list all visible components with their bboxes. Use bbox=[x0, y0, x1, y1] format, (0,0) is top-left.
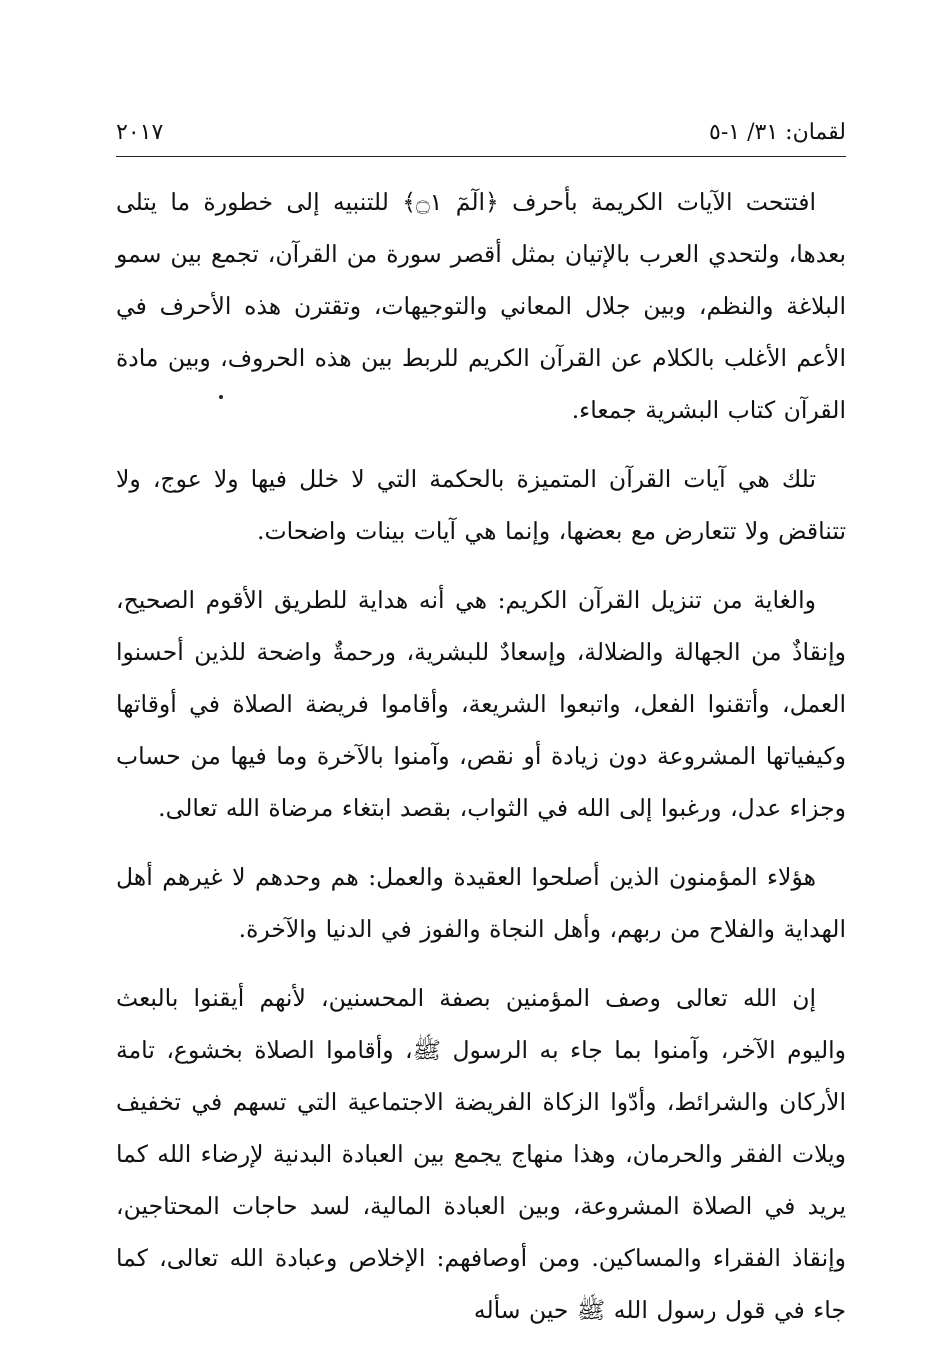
paragraph-2: تلك هي آيات القرآن المتميزة بالحكمة التي لا خلل فيها ولا عوج، ولا تتناقض ولا تتعارض مع بعضها، وإنما هي آيات بينات واضحات. bbox=[116, 465, 846, 545]
paragraph-3: والغاية من تنزيل القرآن الكريم: هي أنه هداية للطريق الأقوم الصحيح، وإنقاذٌ من الجهالة والضلالة، وإسعادٌ للبشرية، ورحمةٌ واضحة للذين أحسنوا العمل، وأتقنوا الفعل، واتبعوا الشريعة، وأقاموا فريضة الصلاة في أوقاتها وكيفياتها المشروعة دون زيادة أو نقص، وآمنوا بالآخرة وما فيها من حساب وجزاء عدل، ورغبوا إلى الله في الثواب، بقصد ابتغاء مرضاة الله تعالى. bbox=[116, 586, 846, 822]
paragraph-4: هؤلاء المؤمنون الذين أصلحوا العقيدة والعمل: هم وحدهم لا غيرهم أهل الهداية والفلاح من ربهم، وأهل النجاة والفوز في الدنيا والآخرة. bbox=[116, 863, 846, 943]
body-text bbox=[116, 176, 846, 1353]
page-number: ٢٠١٧ bbox=[116, 120, 164, 145]
running-title: لقمان: ٣١/ ١-٥ bbox=[709, 120, 846, 145]
scan-speck bbox=[219, 395, 223, 399]
paragraph-1: افتتحت الآيات الكريمة بأحرف ﴿الٓمٓ ۝١﴾ للتنبيه إلى خطورة ما يتلى بعدها، ولتحدي العرب بالإتيان بمثل أقصر سورة من القرآن، تجمع بين سمو البلاغة والنظم، وبين جلال المعاني والتوجيهات، وتقترن هذه الأحرف في الأعم الأغلب بالكلام عن القرآن الكريم للربط بين هذه الحروف، وبين مادة القرآن كتاب البشرية جمعاء. bbox=[116, 188, 846, 424]
page-header bbox=[116, 112, 846, 157]
paragraph-5: إن الله تعالى وصف المؤمنين بصفة المحسنين، لأنهم أيقنوا بالبعث واليوم الآخر، وآمنوا بما جاء به الرسول ﷺ، وأقاموا الصلاة بخشوع، تامة الأركان والشرائط، وأدّوا الزكاة الفريضة الاجتماعية التي تسهم في تخفيف ويلات الفقر والحرمان، وهذا منهاج يجمع بين العبادة البدنية لإرضاء الله كما يريد في الصلاة المشروعة، وبين العبادة المالية، لسد حاجات المحتاجين، وإنقاذ الفقراء والمساكين. ومن أوصافهم: الإخلاص وعبادة الله تعالى، كما جاء في قول رسول الله ﷺ حين سأله bbox=[116, 984, 846, 1324]
